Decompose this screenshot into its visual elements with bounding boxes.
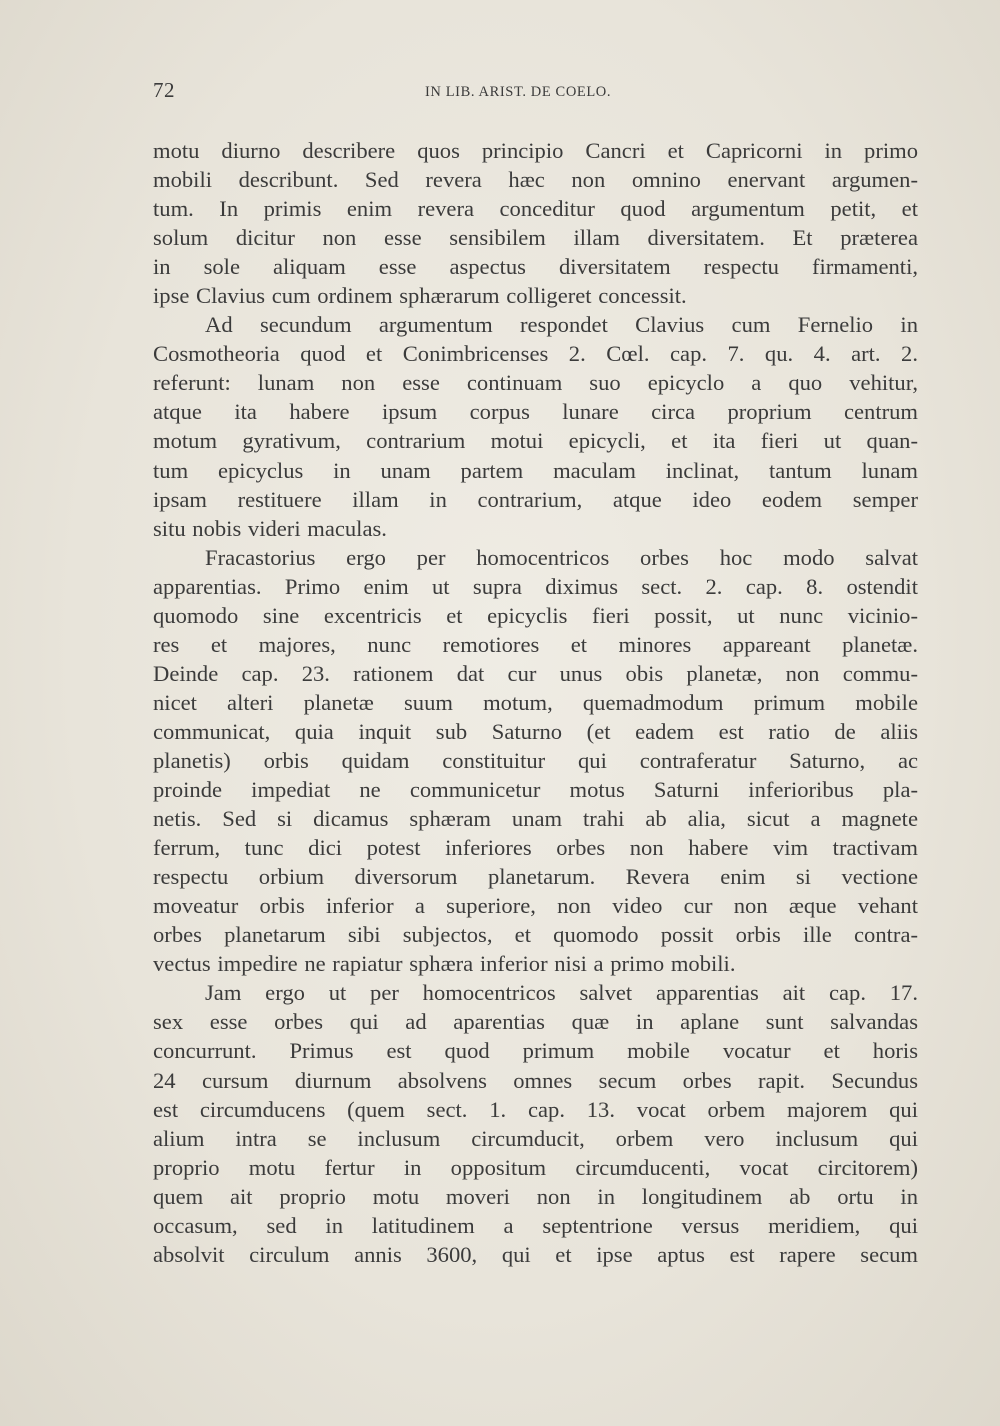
text-line: concurrunt. Primus est quod primum mobile vocatur et horis [153, 1038, 918, 1064]
text-line: alium intra se inclusum circumducit, orbem vero inclusum qui [153, 1125, 918, 1151]
text-line: orbes planetarum sibi subjectos, et quomodo possit orbis ille contra- [153, 922, 918, 948]
running-title: IN LIB. ARIST. DE COELO. [425, 84, 612, 100]
text-line: proprio motu fertur in oppositum circumducenti, vocat circitorem) [153, 1154, 918, 1180]
text-line: communicat, quia inquit sub Saturno (et eadem est ratio de aliis [153, 718, 918, 744]
text-line: proinde impediat ne communicetur motus Saturni inferioribus pla- [153, 777, 918, 803]
text-line: ferrum, tunc dici potest inferiores orbes non habere vim tractivam [153, 835, 918, 861]
text-line: res et majores, nunc remotiores et minores appareant planetæ. [153, 631, 918, 657]
text-line: ipse Clavius cum ordinem sphærarum colligeret concessit. [153, 283, 687, 309]
text-line: occasum, sed in latitudinem a septentrione versus meridiem, qui [153, 1212, 918, 1238]
text-line: netis. Sed si dicamus sphæram unam trahi ab alia, sicut a magnete [153, 806, 918, 832]
text-line: absolvit circulum annis 3600, qui et ipse aptus est rapere secum [153, 1241, 918, 1267]
text-line: atque ita habere ipsum corpus lunare circa proprium centrum [153, 399, 918, 425]
text-line: quem ait proprio motu moveri non in longitudinem ab ortu in [153, 1183, 918, 1209]
text-line: motu diurno describere quos principio Cancri et Capricorni in primo [153, 138, 918, 163]
text-line: solum dicitur non esse sensibilem illam diversitatem. Et præterea [153, 225, 918, 251]
text-line: moveatur orbis inferior a superiore, non video cur non æque vehant [153, 893, 918, 919]
text-line: 24 cursum diurnum absolvens omnes secum orbes rapit. Secundus [153, 1067, 918, 1093]
text-line: sex esse orbes qui ad aparentias quæ in aplane sunt salvandas [153, 1009, 918, 1035]
text-line: respectu orbium diversorum planetarum. Revera enim si vectione [153, 864, 918, 890]
text-line: vectus impedire ne rapiatur sphæra inferior nisi a primo mobili. [153, 951, 736, 977]
text-line: tum epicyclus in unam partem maculam inclinat, tantum lunam [153, 457, 918, 483]
text-line: Fracastorius ergo per homocentricos orbes hoc modo salvat [205, 544, 918, 570]
text-line: planetis) orbis quidam constituitur qui contraferatur Saturno, ac [153, 747, 918, 773]
text-line: apparentias. Primo enim ut supra diximus sect. 2. cap. 8. ostendit [153, 573, 918, 599]
running-header [153, 78, 913, 108]
text-line: ipsam restituere illam in contrarium, atque ideo eodem semper [153, 486, 918, 512]
text-line: Ad secundum argumentum respondet Clavius cum Fernelio in [205, 312, 918, 338]
text-line: Jam ergo ut per homocentricos salvet apparentias ait cap. 17. [205, 980, 918, 1006]
text-line: Cosmotheoria quod et Conimbricenses 2. Cœl. cap. 7. qu. 4. art. 2. [153, 341, 918, 367]
text-line: in sole aliquam esse aspectus diversitatem respectu firmamenti, [153, 254, 918, 280]
body-text [153, 136, 918, 1269]
text-line: referunt: lunam non esse continuam suo epicyclo a quo vehitur, [153, 370, 918, 396]
text-line: quomodo sine excentricis et epicyclis fieri possit, ut nunc vicinio- [153, 602, 918, 628]
text-line: tum. In primis enim revera conceditur quod argumentum petit, et [153, 196, 918, 222]
text-line: motum gyrativum, contrarium motui epicycli, et ita fieri ut quan- [153, 428, 918, 454]
text-line: mobili describunt. Sed revera hæc non omnino enervant argumen- [153, 167, 918, 193]
text-line: nicet alteri planetæ suum motum, quemadmodum primum mobile [153, 689, 918, 715]
page-number: 72 [153, 78, 175, 102]
text-line: situ nobis videri maculas. [153, 515, 387, 541]
text-line: est circumducens (quem sect. 1. cap. 13. vocat orbem majorem qui [153, 1096, 918, 1122]
text-line: Deinde cap. 23. rationem dat cur unus obis planetæ, non commu- [153, 660, 918, 686]
